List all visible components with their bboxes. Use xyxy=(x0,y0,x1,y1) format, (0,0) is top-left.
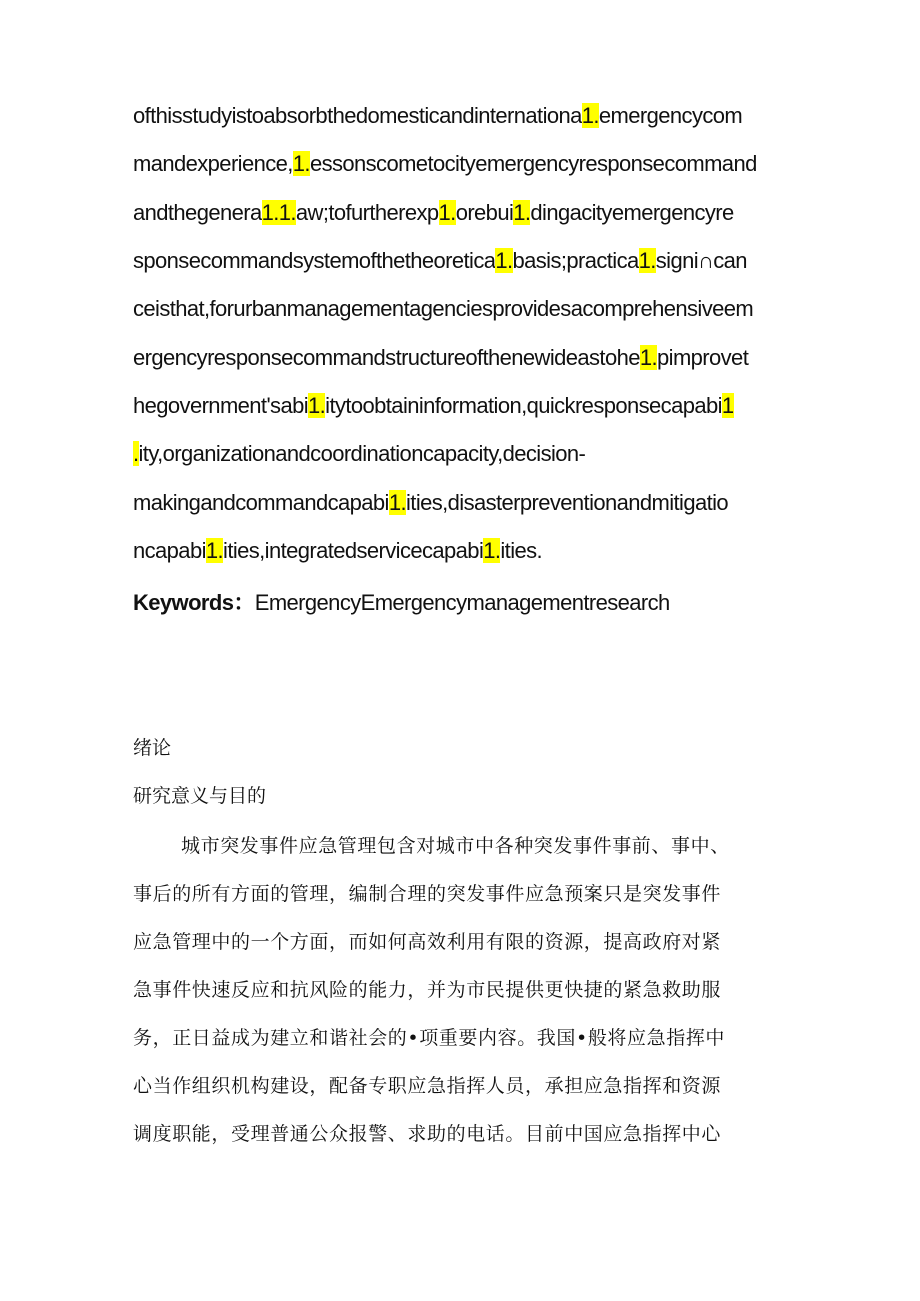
highlighted-text: 1. xyxy=(513,200,531,225)
abstract-text: pimprovet xyxy=(657,345,749,370)
abstract-text: ceisthat,forurbanmanagementagenciesprovidesacomprehensiveem xyxy=(133,296,754,321)
abstract-line xyxy=(133,195,793,231)
highlighted-text: 1. xyxy=(638,248,656,273)
abstract-text: ergencyresponsecommandstructureofthenewideastohe xyxy=(133,345,640,370)
section-subheading: 研究意义与目的 xyxy=(133,785,267,807)
keywords-text: EmergencyEmergencymanagementresearch xyxy=(254,590,670,615)
paragraph-line: 应急管理中的一个方面，而如何高效利用有限的资源，提高政府对紧 xyxy=(133,931,722,953)
abstract-text: ities. xyxy=(500,538,543,563)
highlighted-text: 1. xyxy=(438,200,456,225)
highlighted-text: 1. xyxy=(581,103,599,128)
highlighted-text: 1. xyxy=(388,490,407,515)
highlighted-text: 1. xyxy=(483,538,501,563)
highlighted-text: 1. xyxy=(292,151,310,176)
paragraph-line: 心当作组织机构建设，配备专职应急指挥人员，承担应急指挥和资源 xyxy=(133,1075,722,1097)
abstract-text: ities,disasterpreventionandmitigatio xyxy=(406,490,729,515)
abstract-text: orebui xyxy=(455,200,514,225)
abstract-text: sponsecommandsystemofthetheoretica xyxy=(133,248,496,273)
abstract-line xyxy=(133,146,793,182)
abstract-text: essonscometocityemergencyresponsecommand xyxy=(309,151,757,176)
abstract-text: ities,integratedservicecapabi xyxy=(223,538,484,563)
abstract-text: andthegenera xyxy=(133,200,262,225)
paragraph-line: 调度职能，受理普通公众报警、求助的电话。目前中国应急指挥中心 xyxy=(133,1123,722,1145)
abstract-line xyxy=(133,243,793,279)
highlighted-text: 1. xyxy=(308,393,326,418)
keywords-label: Keywords： xyxy=(133,590,255,615)
highlighted-text: 1. xyxy=(639,345,658,370)
abstract-line xyxy=(133,533,793,569)
abstract-line xyxy=(133,291,793,327)
abstract-line xyxy=(133,485,793,521)
abstract-text: emergencycom xyxy=(598,103,743,128)
abstract-line xyxy=(133,388,793,424)
paragraph-line: 事后的所有方面的管理，编制合理的突发事件应急预案只是突发事件 xyxy=(133,883,722,905)
abstract-text: hegovernment'sabi xyxy=(133,393,309,418)
abstract-text: ncapabi xyxy=(133,538,206,563)
highlighted-text: 1. xyxy=(495,248,513,273)
abstract-text: signi∩can xyxy=(655,248,747,273)
abstract-text: aw;tofurtherexp xyxy=(295,200,439,225)
highlighted-text: 1 xyxy=(721,393,734,418)
abstract-line xyxy=(133,340,793,376)
keywords-line xyxy=(133,585,793,621)
abstract-text: basis;practica xyxy=(512,248,639,273)
highlighted-text: 1.1. xyxy=(261,200,296,225)
abstract-text: ofthisstudyistoabsorbthedomesticandinternationa xyxy=(133,103,582,128)
abstract-text: makingandcommandcapabi xyxy=(133,490,389,515)
abstract-line xyxy=(133,98,793,134)
body-paragraph xyxy=(133,822,793,1158)
abstract-text: ity,organizationandcoordinationcapacity,decision- xyxy=(138,441,586,466)
paragraph-line: 急事件快速反应和抗风险的能力，并为市民提供更快捷的紧急救助服 xyxy=(133,979,722,1001)
abstract-text: itytoobtaininformation,quickresponsecapabi xyxy=(325,393,722,418)
highlighted-text: 1. xyxy=(205,538,224,563)
highlighted-text: . xyxy=(133,441,139,466)
paragraph-line: 城市突发事件应急管理包含对城市中各种突发事件事前、事中、 xyxy=(181,835,730,857)
abstract-text: mandexperience, xyxy=(133,151,293,176)
section-heading: 绪论 xyxy=(133,737,172,759)
paragraph-line: 务，正日益成为建立和谐社会的•项重要内容。我国•般将应急指挥中 xyxy=(133,1027,726,1049)
abstract-line xyxy=(133,436,793,472)
abstract-text: dingacityemergencyre xyxy=(530,200,734,225)
